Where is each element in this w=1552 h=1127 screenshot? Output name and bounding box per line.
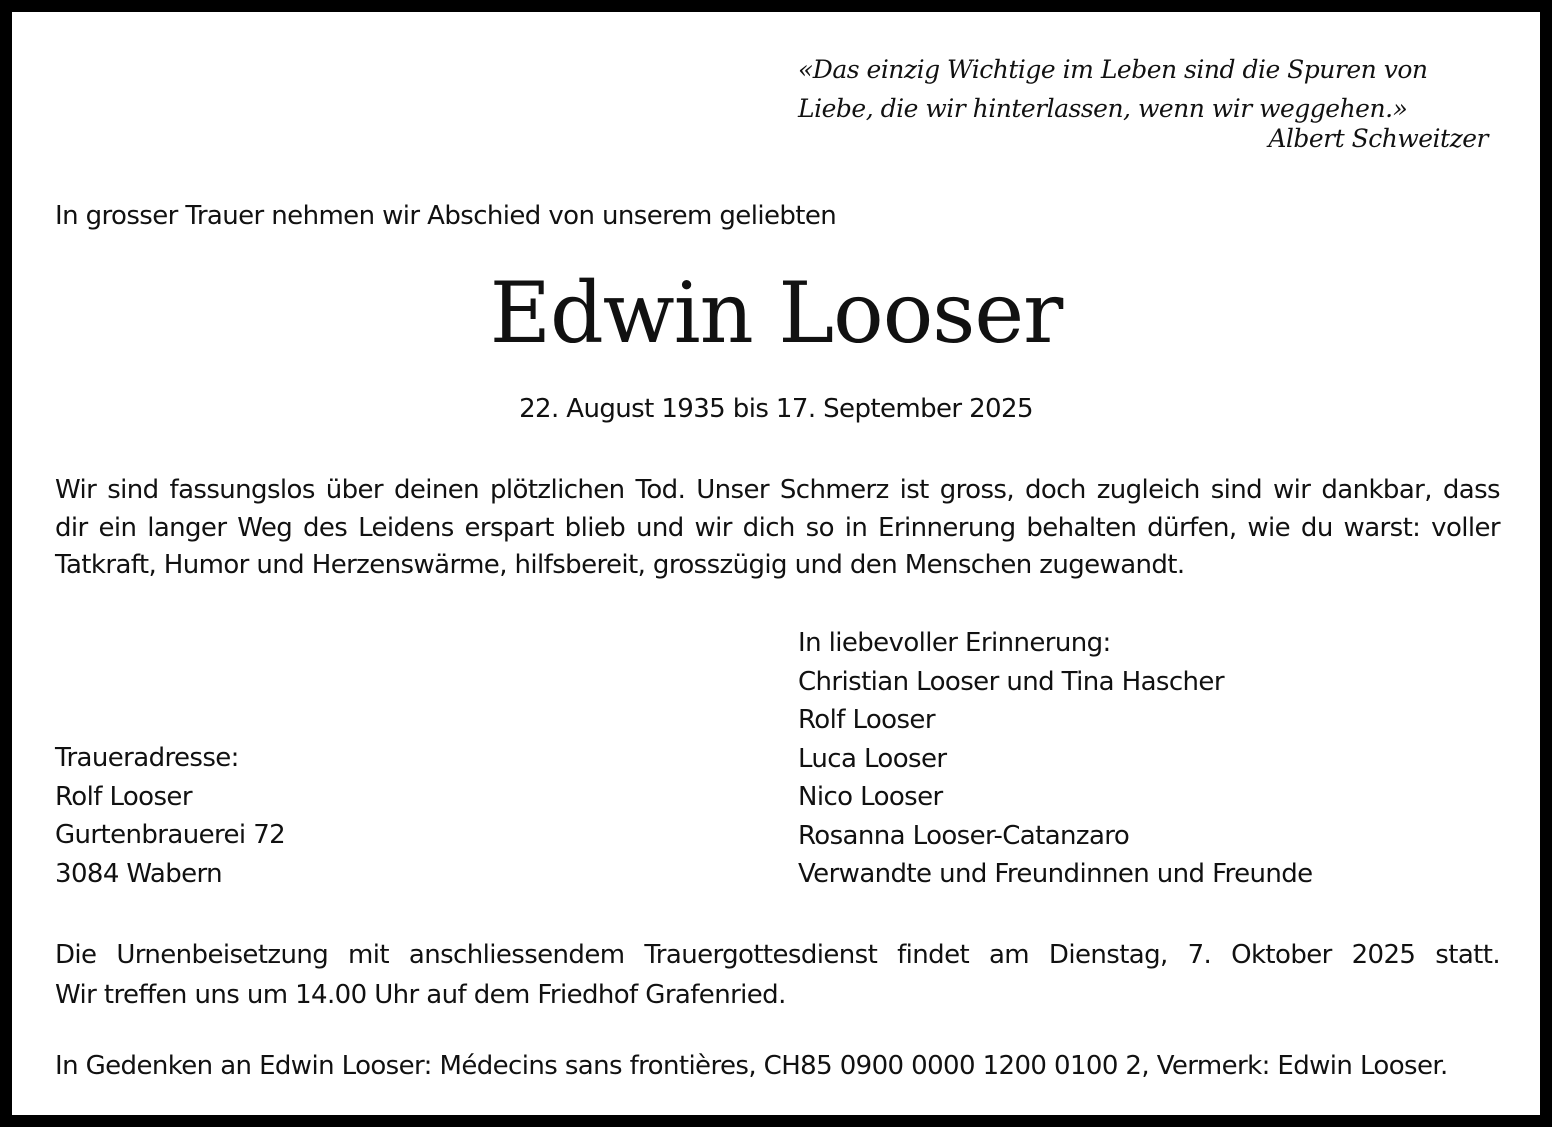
family-list (798, 624, 1313, 894)
message-line: dir ein langer Weg des Leidens erspart blieb und wir dich so in Erinnerung behalten dürfen, wie du warst: voller (55, 512, 1500, 543)
family-member: Luca Looser (798, 743, 947, 774)
address-name: Rolf Looser (55, 781, 192, 812)
service-info (55, 935, 1500, 1015)
quote-author: Albert Schweitzer (1268, 124, 1488, 153)
message-line: Wir sind fassungslos über deinen plötzlichen Tod. Unser Schmerz ist gross, doch zugleich sind wir dankbar, dass (55, 475, 1500, 505)
family-member: Rosanna Looser-Catanzaro (798, 820, 1130, 851)
quote-line: Liebe, die wir hinterlassen, wenn wir weggehen.» (798, 94, 1408, 123)
address-city: 3084 Wabern (55, 858, 223, 889)
donation-note: In Gedenken an Edwin Looser: Médecins sans frontières, CH85 0900 0000 1200 0100 2, Vermerk: Edwin Looser. (55, 1051, 1448, 1081)
family-member: Christian Looser und Tina Hascher (798, 666, 1224, 697)
address-heading: Traueradresse: (55, 743, 239, 773)
family-heading: In liebevoller Erinnerung: (798, 628, 1111, 658)
obituary-notice (12, 12, 1540, 1115)
intro-text: In grosser Trauer nehmen wir Abschied von unserem geliebten (55, 201, 837, 231)
epigraph-quote (798, 50, 1427, 128)
message-line: Tatkraft, Humor und Herzenswärme, hilfsbereit, grosszügig und den Menschen zugewandt. (55, 550, 1185, 580)
family-member: Nico Looser (798, 782, 943, 812)
service-line: Die Urnenbeisetzung mit anschliessendem Trauergottesdienst findet am Dienstag, 7. Oktober 2025 statt. (55, 940, 1500, 970)
family-member: Verwandte und Freundinnen und Freunde (798, 859, 1313, 889)
quote-line: «Das einzig Wichtige im Leben sind die Spuren von (798, 55, 1428, 84)
family-member: Rolf Looser (798, 705, 935, 735)
condolence-message (55, 472, 1500, 585)
address-street: Gurtenbrauerei 72 (55, 820, 286, 850)
mourning-address (55, 739, 285, 893)
deceased-name: Edwin Looser (489, 264, 1063, 362)
service-line: Wir treffen uns um 14.00 Uhr auf dem Friedhof Grafenried. (55, 980, 786, 1010)
life-dates: 22. August 1935 bis 17. September 2025 (519, 394, 1033, 424)
